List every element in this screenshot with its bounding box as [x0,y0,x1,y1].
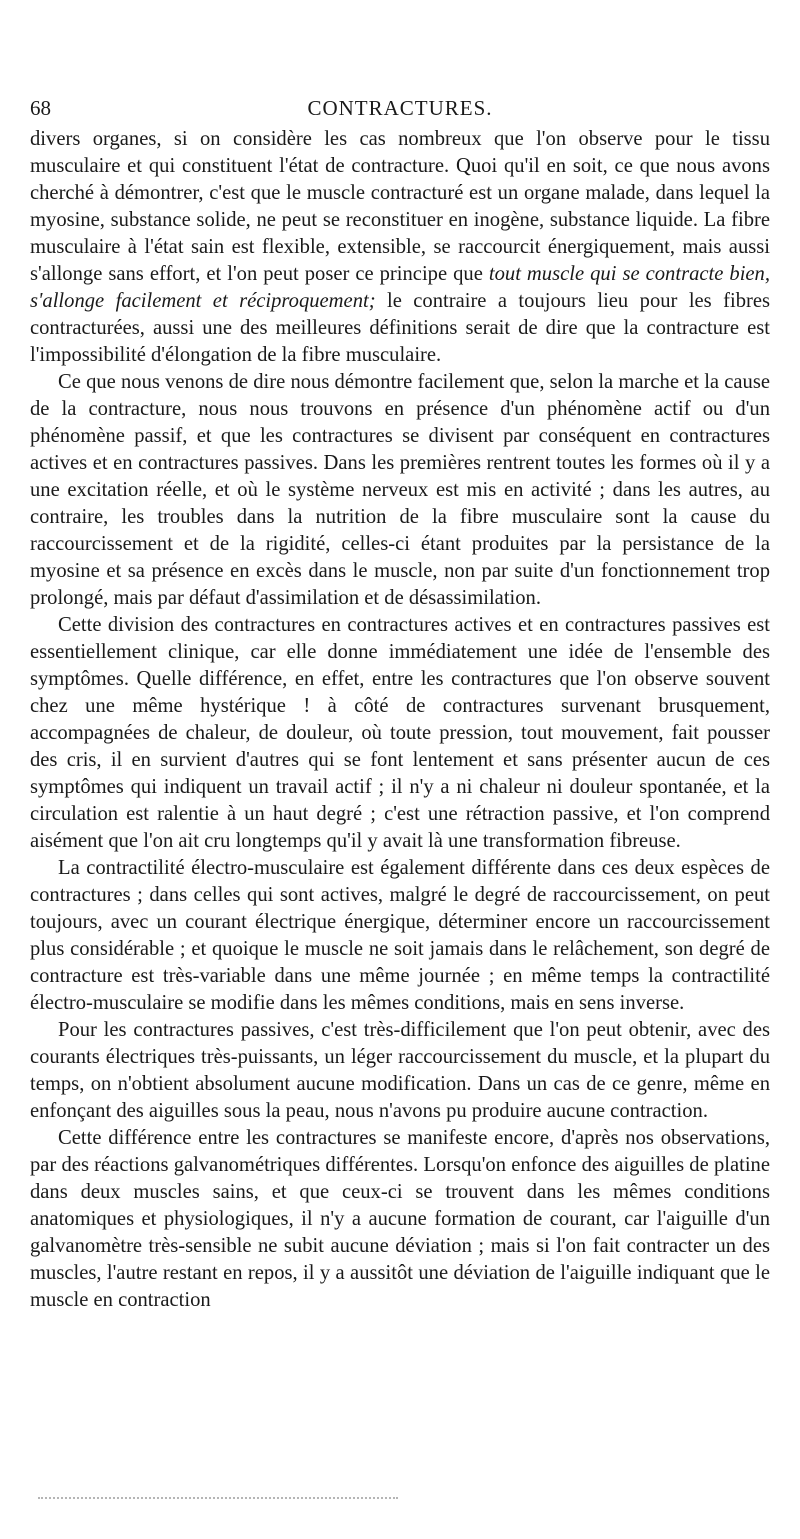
paragraph-1 [30,126,770,369]
paragraph-5: Pour les contractures passives, c'est très-difficilement que l'on peut obtenir, avec des courants électriques très-puissants, un léger raccourcissement du muscle, et la plupart du temps, on n'obtient absolument aucune modification. Dans un cas de ce genre, même en enfonçant des aiguilles sous la peau, nous n'avons pu produire aucune contraction. [30,1019,770,1122]
paragraph-1-italic: tout muscle qui se contracte bien, s'allonge facilement et réciproquement; [30,263,770,312]
paragraph-1-part-b: le contraire a toujours lieu pour les fibres contracturées, aussi une des meilleures définitions serait de dire que la contracture est l'impossibilité d'élongation de la fibre musculaire. [30,290,770,366]
paragraph-1-part-a: divers organes, si on considère les cas nombreux que l'on observe pour le tissu musculaire et qui constituent l'état de contracture. Quoi qu'il en soit, ce que nous avons cherché à démontrer, c'est que le muscle contracturé est un organe malade, dans lequel la myosine, substance solide, ne peut se reconstituer en inogène, substance liquide. La fibre musculaire à l'état sain est flexible, extensible, se raccourcit énergiquement, mais aussi s'allonge sans effort, et l'on peut poser ce principe que [30,128,770,285]
paragraph-3: Cette division des contractures en contractures actives et en contractures passives est essentiellement clinique, car elle donne immédiatement une idée de l'ensemble des symptômes. Quelle différence, en effet, entre les contractures que l'on observe souvent chez une même hystérique ! à côté de contractures survenant brusquement, accompagnées de chaleur, de douleur, où toute pression, tout mouvement, fait pousser des cris, il en survient d'autres qui se font lentement et sans présenter aucun de ces symptômes qui indiquent un travail actif ; il n'y a ni chaleur ni douleur spontanée, et la circulation est ralentie à un haut degré ; c'est une rétraction passive, et l'on comprend aisément que l'on ait cru longtemps qu'il y avait là une transformation fibreuse. [30,614,770,852]
page-number: 68 [30,96,51,120]
book-page [30,96,770,1314]
running-title: CONTRACTURES. [307,96,493,120]
body-text [30,126,770,1314]
paragraph-6: Cette différence entre les contractures se manifeste encore, d'après nos observations, par des réactions galvanométriques différentes. Lorsqu'on enfonce des aiguilles de platine dans deux muscles sains, et que ceux-ci se trouvent dans les mêmes conditions anatomiques et physiologiques, il n'y a aucune formation de courant, car l'aiguille d'un galvanomètre très-sensible ne subit aucune déviation ; mais si l'on fait contracter un des muscles, l'autre restant en repos, il y a aussitôt une déviation de l'aiguille indiquant que le muscle en contraction [30,1127,770,1311]
page-header [30,96,770,126]
paragraph-4: La contractilité électro-musculaire est également différente dans ces deux espèces de contractures ; dans celles qui sont actives, malgré le degré de raccourcissement, on peut toujours, avec un courant électrique énergique, déterminer encore un raccourcissement plus considérable ; et quoique le muscle ne soit jamais dans le relâchement, son degré de contracture est très-variable dans une même journée ; en même temps la contractilité électro-musculaire se modifie dans les mêmes conditions, mais en sens inverse. [30,857,770,1014]
footer-dotted-rule [38,1497,398,1499]
paragraph-2: Ce que nous venons de dire nous démontre facilement que, selon la marche et la cause de la contracture, nous nous trouvons en présence d'un phénomène actif ou d'un phénomène passif, et que les contractures se divisent par conséquent en contractures actives et en contractures passives. Dans les premières rentrent toutes les formes où il y a une excitation réelle, et où le système nerveux est mis en activité ; dans les autres, au contraire, les troubles dans la nutrition de la fibre musculaire sont la cause du raccourcissement et de la rigidité, celles-ci étant produites par la persistance de la myosine et sa présence en excès dans le muscle, non par suite d'un fonctionnement trop prolongé, mais par défaut d'assimilation et de désassimilation. [30,371,770,609]
